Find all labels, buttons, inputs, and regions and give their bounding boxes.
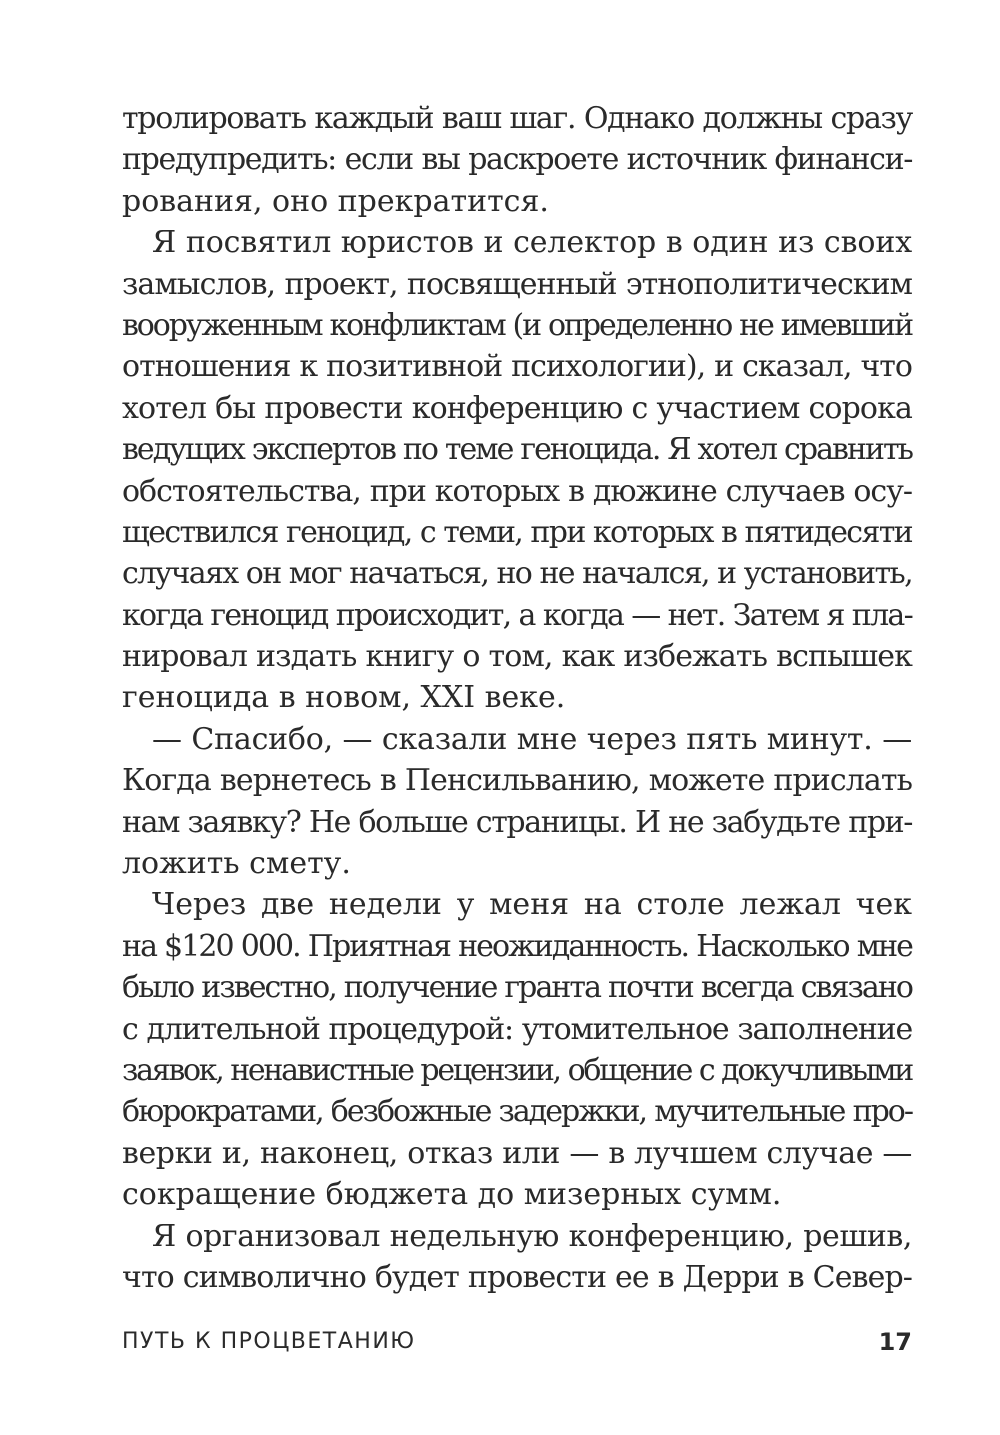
text-line: ложить смету. (122, 846, 351, 882)
text-line: предупредить: если вы раскроете источник финанси- (122, 142, 912, 178)
text-line: нам заявку? Не больше страницы. И не забудьте при- (122, 804, 912, 840)
text-line: геноцида в новом, XXI веке. (122, 680, 566, 716)
page-footer (122, 1322, 912, 1362)
body-text (122, 98, 912, 1298)
text-line: заявок, ненавистные рецензии, общение с докучливыми (122, 1052, 912, 1088)
text-line: когда геноцид происходит, а когда — нет. Затем я пла- (122, 597, 912, 633)
text-line: — Спасибо, — сказали мне через пять минут. — (152, 721, 912, 757)
text-line: ществился геноцид, с теми, при которых в пятидесяти (122, 514, 912, 550)
text-line: верки и, наконец, отказ или — в лучшем случае — (122, 1135, 912, 1171)
page-number: 17 (878, 1328, 912, 1356)
text-line: обстоятельства, при которых в дюжине случаев осу- (122, 473, 912, 509)
text-line: тролировать каждый ваш шаг. Однако должны сразу (122, 101, 912, 136)
text-line: рования, оно прекратится. (122, 183, 549, 219)
text-line: хотел бы провести конференцию с участием сорока (122, 390, 912, 426)
text-line: что символично будет провести ее в Дерри в Север- (122, 1259, 912, 1295)
text-line: Я посвятил юристов и селектор в один из своих (152, 225, 912, 261)
text-line: ведущих экспертов по теме геноцида. Я хотел сравнить (122, 432, 912, 468)
text-line: Через две недели у меня на столе лежал чек (152, 887, 912, 923)
running-head: ПУТЬ К ПРОЦВЕТАНИЮ (122, 1329, 416, 1354)
text-line: Я организовал недельную конференцию, решив, (152, 1218, 912, 1254)
text-line: нировал издать книгу о том, как избежать вспышек (122, 639, 912, 675)
text-line: бюрократами, безбожные задержки, мучительные про- (122, 1094, 912, 1130)
text-line: Когда вернетесь в Пенсильванию, можете прислать (122, 763, 912, 799)
text-line: вооруженным конфликтам (и определенно не имевший (122, 307, 912, 343)
text-line: с длительной процедурой: утомительное заполнение (122, 1011, 912, 1047)
text-line: случаях он мог начаться, но не начался, и установить, (122, 556, 912, 592)
text-line: замыслов, проект, посвященный этнополитическим (122, 266, 912, 302)
text-line: отношения к позитивной психологии), и сказал, что (122, 349, 912, 385)
text-line: было известно, получение гранта почти всегда связано (122, 970, 912, 1006)
text-line: сокращение бюджета до мизерных сумм. (122, 1177, 782, 1213)
text-line: на $120 000. Приятная неожиданность. Насколько мне (122, 928, 912, 964)
